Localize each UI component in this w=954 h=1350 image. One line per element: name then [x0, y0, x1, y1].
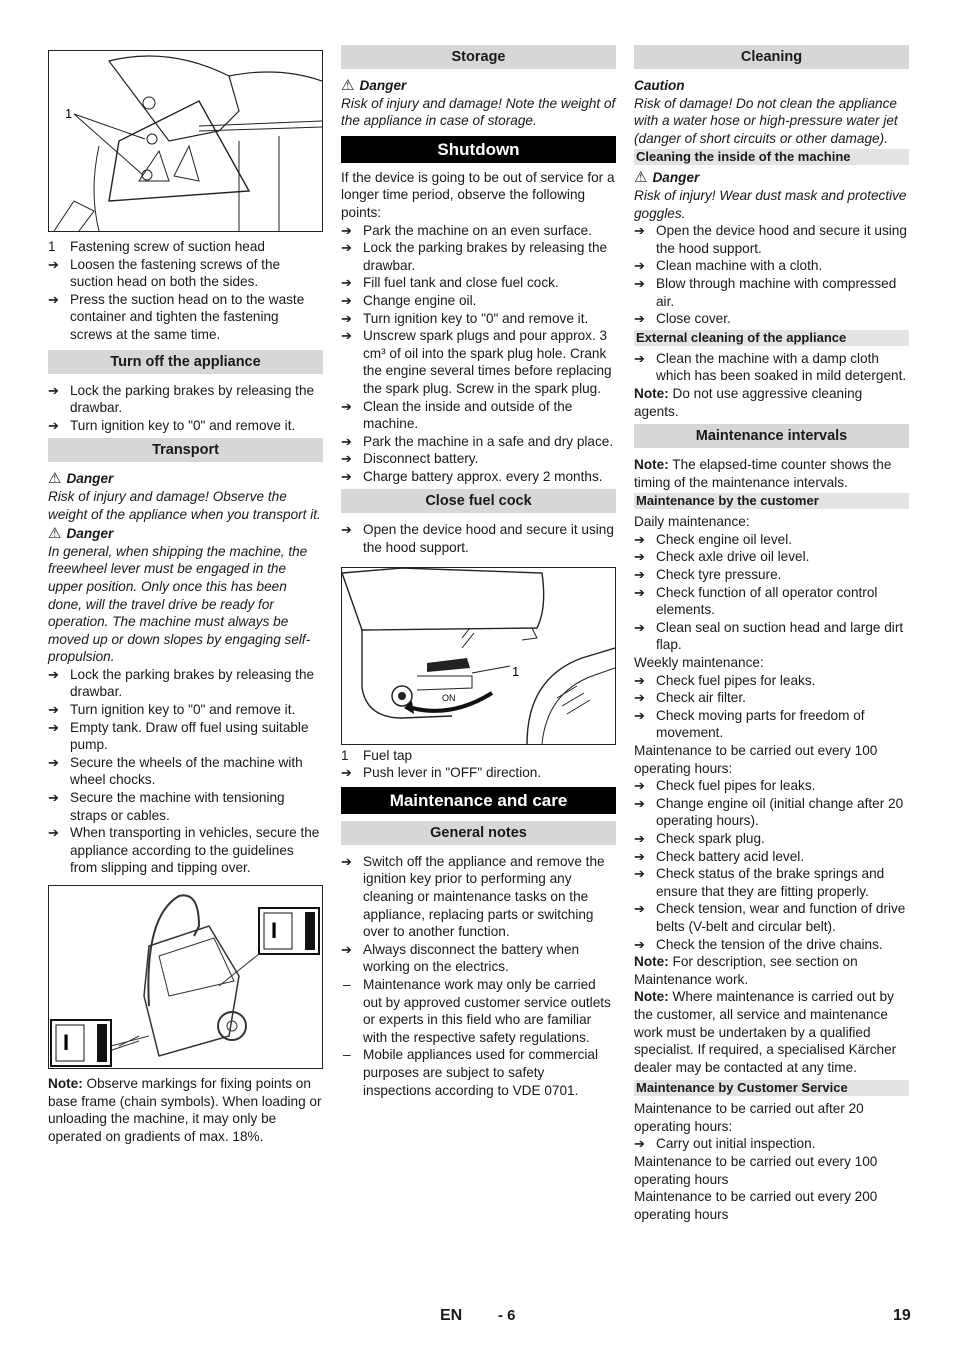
fuel-tap-drawing	[342, 568, 615, 744]
caption-text: Fuel tap	[363, 747, 413, 763]
list-item: ➔ Close cover.	[634, 310, 909, 328]
subsection-heading: Maintenance by Customer Service	[634, 1080, 909, 1096]
column-left	[48, 50, 323, 1145]
column-right	[634, 45, 909, 1223]
list-item: ➔ Check status of the brake springs and ensure that they are fitting properly.	[634, 865, 909, 900]
danger-text: Risk of injury! Wear dust mask and protective goggles.	[634, 187, 907, 221]
list-item: ➔ Lock the parking brakes by releasing the drawbar.	[48, 382, 323, 417]
list-item: ➔ Always disconnect the battery when working on the electrics.	[341, 941, 616, 976]
subsection-heading: Cleaning the inside of the machine	[634, 149, 909, 165]
chapter-heading: Shutdown	[341, 136, 616, 163]
list-item: ➔ Check tyre pressure.	[634, 566, 909, 584]
caution-label: Caution	[634, 78, 685, 93]
section-heading: General notes	[341, 821, 616, 845]
list-item: ➔ Fill fuel tank and close fuel cock.	[341, 274, 616, 292]
list-item: ➔ Check engine oil level.	[634, 531, 909, 549]
step-list	[634, 1135, 909, 1153]
list-item: ➔ When transporting in vehicles, secure the appliance according to the guidelines from slipping and tipping over.	[48, 824, 323, 877]
step-list	[341, 521, 616, 556]
page-footer	[0, 1307, 954, 1327]
section-heading: Transport	[48, 438, 323, 462]
step-list	[48, 382, 323, 435]
svg-text:I: I	[63, 1030, 70, 1055]
figure-callout: 1	[65, 106, 73, 121]
paragraph: Maintenance to be carried out after 20 operating hours:	[634, 1101, 864, 1134]
step-list	[634, 531, 909, 654]
paragraph: Maintenance to be carried out every 100 operating hours	[634, 1154, 878, 1187]
step-list	[48, 256, 323, 344]
note-paragraph: Note: For description, see section on Maintenance work.	[634, 954, 858, 987]
note-paragraph: Note: Do not use aggressive cleaning agents.	[634, 385, 863, 419]
danger-text: Risk of injury and damage! Observe the weight of the appliance when you transport it.	[48, 488, 321, 522]
list-item: ➔ Clean the machine with a damp cloth which has been soaked in mild detergent.	[634, 350, 909, 385]
list-item: ➔ Clean seal on suction head and large dirt flap.	[634, 619, 909, 654]
list-item: ➔ Check the tension of the drive chains.	[634, 936, 909, 954]
list-item: ➔ Check moving parts for freedom of movement.	[634, 707, 909, 742]
danger-label: ⚠ Danger	[634, 169, 700, 187]
list-item: ➔ Disconnect battery.	[341, 450, 616, 468]
subsection-heading: External cleaning of the appliance	[634, 330, 909, 346]
step-list	[341, 222, 616, 486]
list-item: ➔ Check fuel pipes for leaks.	[634, 672, 909, 690]
figure-caption	[48, 238, 323, 256]
list-item: ➔ Check tension, wear and function of drive belts (V-belt and circular belt).	[634, 900, 909, 935]
step-list	[341, 764, 616, 782]
step-list	[634, 672, 909, 742]
step-list	[634, 350, 909, 385]
suction-head-figure	[48, 50, 323, 232]
page-number: 19	[893, 1307, 911, 1324]
list-item: ➔ Loosen the fastening screws of the suction head on both the sides.	[48, 256, 323, 291]
subsection-heading: Maintenance by the customer	[634, 493, 909, 509]
list-item: – Maintenance work may only be carried out by approved customer service outlets or experts in this field who are familiar with the respective safety regulations.	[341, 976, 616, 1046]
warning-triangle-icon: ⚠	[341, 77, 355, 94]
figure-caption	[341, 747, 616, 765]
section-heading: Cleaning	[634, 45, 909, 69]
list-item: ➔ Park the machine in a safe and dry place.	[341, 433, 616, 451]
fuel-tap-figure	[341, 567, 616, 745]
list-item: ➔ Clean the inside and outside of the machine.	[341, 398, 616, 433]
caption-number: 1	[48, 239, 56, 254]
list-item: ➔ Open the device hood and secure it using the hood support.	[341, 521, 616, 556]
section-heading: Maintenance intervals	[634, 424, 909, 448]
paragraph: Maintenance to be carried out every 200 operating hours	[634, 1189, 878, 1222]
list-item: ➔ Change engine oil (initial change after 20 operating hours).	[634, 795, 909, 830]
section-heading: Storage	[341, 45, 616, 69]
danger-text: Risk of injury and damage! Note the weight of the appliance in case of storage.	[341, 95, 616, 129]
caution-text: Risk of damage! Do not clean the appliance with a water hose or high-pressure water jet (danger of short circuits or other damage).	[634, 95, 898, 146]
danger-text: In general, when shipping the machine, the freewheel lever must be engaged in the upper position. Only once this has been done, will the travel drive be ready for operation. The machine must always be moved up or down slopes by engaging self-propulsion.	[48, 543, 311, 665]
danger-label: ⚠ Danger	[341, 77, 407, 94]
list-item: ➔ Check function of all operator control elements.	[634, 584, 909, 619]
section-page: - 6	[498, 1307, 516, 1324]
on-label: ON	[442, 692, 456, 703]
paragraph: Daily maintenance:	[634, 514, 750, 530]
note-text: Observe markings for fixing points on base frame (chain symbols). When loading or unloading the machine, it may only be operated on gradients of max. 18%.	[48, 1076, 322, 1144]
note-paragraph	[48, 1075, 323, 1145]
list-item: ➔ Press the suction head on to the waste container and tighten the fastening screws at the same time.	[48, 291, 323, 344]
list-item: ➔ Park the machine on an even surface.	[341, 222, 616, 240]
warning-triangle-icon: ⚠	[48, 525, 62, 543]
figure-callout: 1	[512, 663, 520, 679]
chapter-heading: Maintenance and care	[341, 787, 616, 814]
list-item: ➔ Unscrew spark plugs and pour approx. 3 cm³ of oil into the spark plug hole. Crank the engine several times before replacing the spark plug. Screw in the spark plug.	[341, 327, 616, 397]
list-item: ➔ Secure the wheels of the machine with wheel chocks.	[48, 754, 323, 789]
warning-triangle-icon: ⚠	[48, 470, 62, 488]
transport-figure	[48, 885, 323, 1069]
list-item: ➔ Charge battery approx. every 2 months.	[341, 468, 616, 486]
danger-label: ⚠ Danger	[48, 470, 114, 488]
list-item: ➔ Check fuel pipes for leaks.	[634, 777, 909, 795]
list-item: ➔ Turn ignition key to "0" and remove it.	[341, 310, 616, 328]
suction-head-drawing	[49, 51, 322, 231]
list-item: ➔ Push lever in "OFF" direction.	[341, 764, 616, 782]
list-item: ➔ Change engine oil.	[341, 292, 616, 310]
danger-label: ⚠ Danger	[48, 525, 114, 543]
list-item: ➔ Lock the parking brakes by releasing the drawbar.	[48, 666, 323, 701]
note-paragraph: Note: Where maintenance is carried out by the customer, all service and maintenance work must be undertaken by a qualified specialist. If required, a specialised Kärcher dealer may be contacted at any time.	[634, 989, 897, 1075]
step-list	[341, 853, 616, 1099]
step-list	[634, 777, 909, 953]
transport-drawing	[49, 886, 322, 1068]
caption-text: Fastening screw of suction head	[70, 239, 265, 254]
list-item: ➔ Empty tank. Draw off fuel using suitable pump.	[48, 719, 323, 754]
list-item: ➔ Secure the machine with tensioning straps or cables.	[48, 789, 323, 824]
list-item: ➔ Blow through machine with compressed air.	[634, 275, 909, 310]
step-list	[48, 666, 323, 877]
list-item: ➔ Open the device hood and secure it using the hood support.	[634, 222, 909, 257]
list-item: ➔ Check air filter.	[634, 689, 909, 707]
list-item: ➔ Turn ignition key to "0" and remove it.	[48, 417, 323, 435]
warning-triangle-icon: ⚠	[634, 169, 648, 187]
list-item: ➔ Switch off the appliance and remove the ignition key prior to performing any cleaning or maintenance tasks on the appliance, replacing parts or switching over to another function.	[341, 853, 616, 941]
section-heading: Close fuel cock	[341, 489, 616, 513]
column-middle	[341, 45, 616, 1099]
paragraph: Maintenance to be carried out every 100 operating hours:	[634, 743, 878, 776]
svg-text:I: I	[271, 918, 278, 943]
step-list	[634, 222, 909, 328]
list-item: ➔ Lock the parking brakes by releasing the drawbar.	[341, 239, 616, 274]
language-code: EN	[440, 1307, 463, 1324]
list-item: ➔ Check battery acid level.	[634, 848, 909, 866]
list-item: ➔ Check axle drive oil level.	[634, 548, 909, 566]
list-item: ➔ Check spark plug.	[634, 830, 909, 848]
list-item: – Mobile appliances used for commercial purposes are subject to safety inspections according to VDE 0701.	[341, 1046, 616, 1099]
list-item: ➔ Turn ignition key to "0" and remove it.	[48, 701, 323, 719]
note-label: Note:	[48, 1076, 83, 1091]
list-item: ➔ Clean machine with a cloth.	[634, 257, 909, 275]
list-item: ➔ Carry out initial inspection.	[634, 1135, 909, 1153]
section-heading: Turn off the appliance	[48, 350, 323, 374]
note-paragraph: Note: The elapsed-time counter shows the timing of the maintenance intervals.	[634, 457, 892, 490]
paragraph: If the device is going to be out of service for a longer time period, observe the following points:	[341, 169, 615, 220]
paragraph: Weekly maintenance:	[634, 655, 764, 671]
caption-number: 1	[341, 747, 349, 763]
